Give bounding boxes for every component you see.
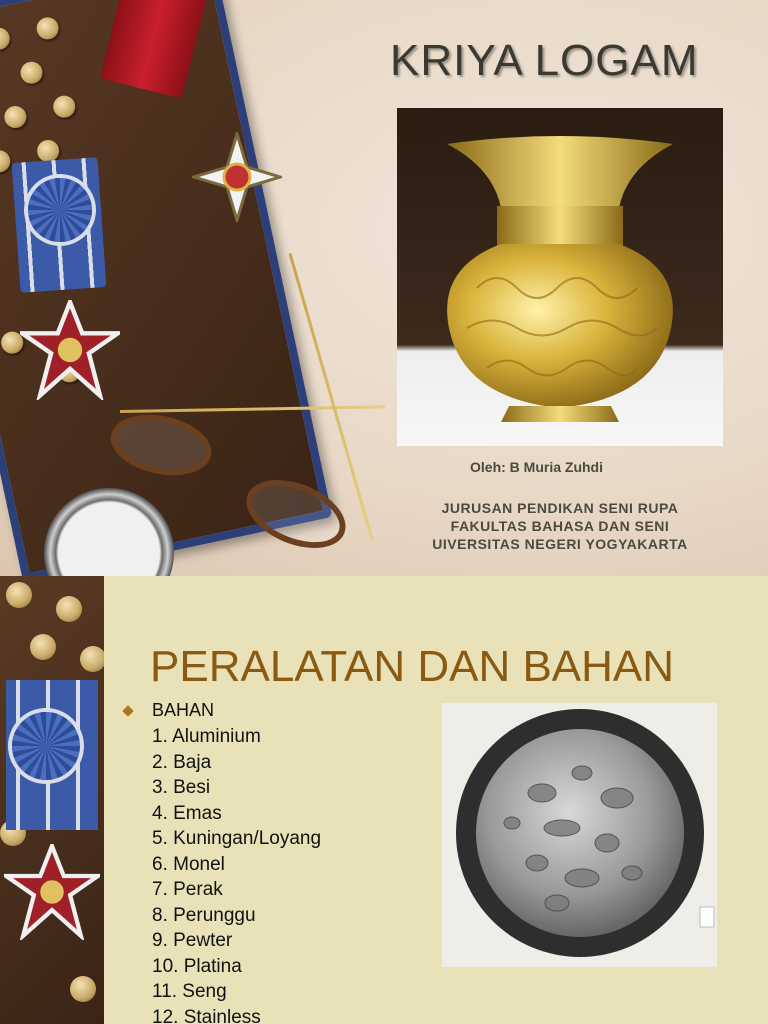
list-item: 1. Aluminium [152, 726, 261, 747]
list-item: 12. Stainless [152, 1006, 261, 1024]
golden-vase-image [397, 108, 723, 446]
list-item: 7. Perak [152, 879, 223, 900]
list-item: 9. Pewter [152, 930, 233, 951]
slide-heading: PERALATAN DAN BAHAN [150, 642, 675, 691]
bullet-item [124, 700, 214, 721]
institution-line: JURUSAN PENDIKAN SENI RUPA [441, 500, 679, 516]
list-item: 10. Platina [152, 955, 242, 977]
list-item: 11. Seng [152, 981, 227, 1002]
list-item: 4. Emas [152, 802, 222, 824]
institution-block [390, 499, 730, 553]
slide-title: KRIYA LOGAM [390, 36, 699, 85]
star-medal-icon [192, 132, 282, 222]
rosette-decoration [28, 178, 92, 242]
institution-line: UIVERSITAS NEGERI YOGYAKARTA [432, 536, 688, 552]
list-item: 5. Kuningan/Loyang [152, 828, 322, 849]
cross-medal-icon [4, 844, 100, 940]
list-item: 3. Besi [152, 777, 211, 798]
list-item: 6. Monel [152, 853, 225, 875]
author-credit: Oleh: B Muria Zuhdi [470, 459, 603, 475]
diamond-bullet-icon [122, 705, 133, 716]
material-list [152, 724, 321, 1024]
cross-medal-icon [20, 300, 120, 400]
rosette-decoration [12, 712, 80, 780]
medal-decoration-strip [0, 576, 104, 1024]
list-item: 8. Perunggu [152, 904, 256, 926]
list-item: 2. Baja [152, 751, 212, 773]
bullet-label: BAHAN [152, 700, 215, 720]
metal-relief-plate-image [442, 703, 717, 967]
institution-line: FAKULTAS BAHASA DAN SENI [450, 518, 670, 534]
slide-2 [0, 576, 768, 1024]
